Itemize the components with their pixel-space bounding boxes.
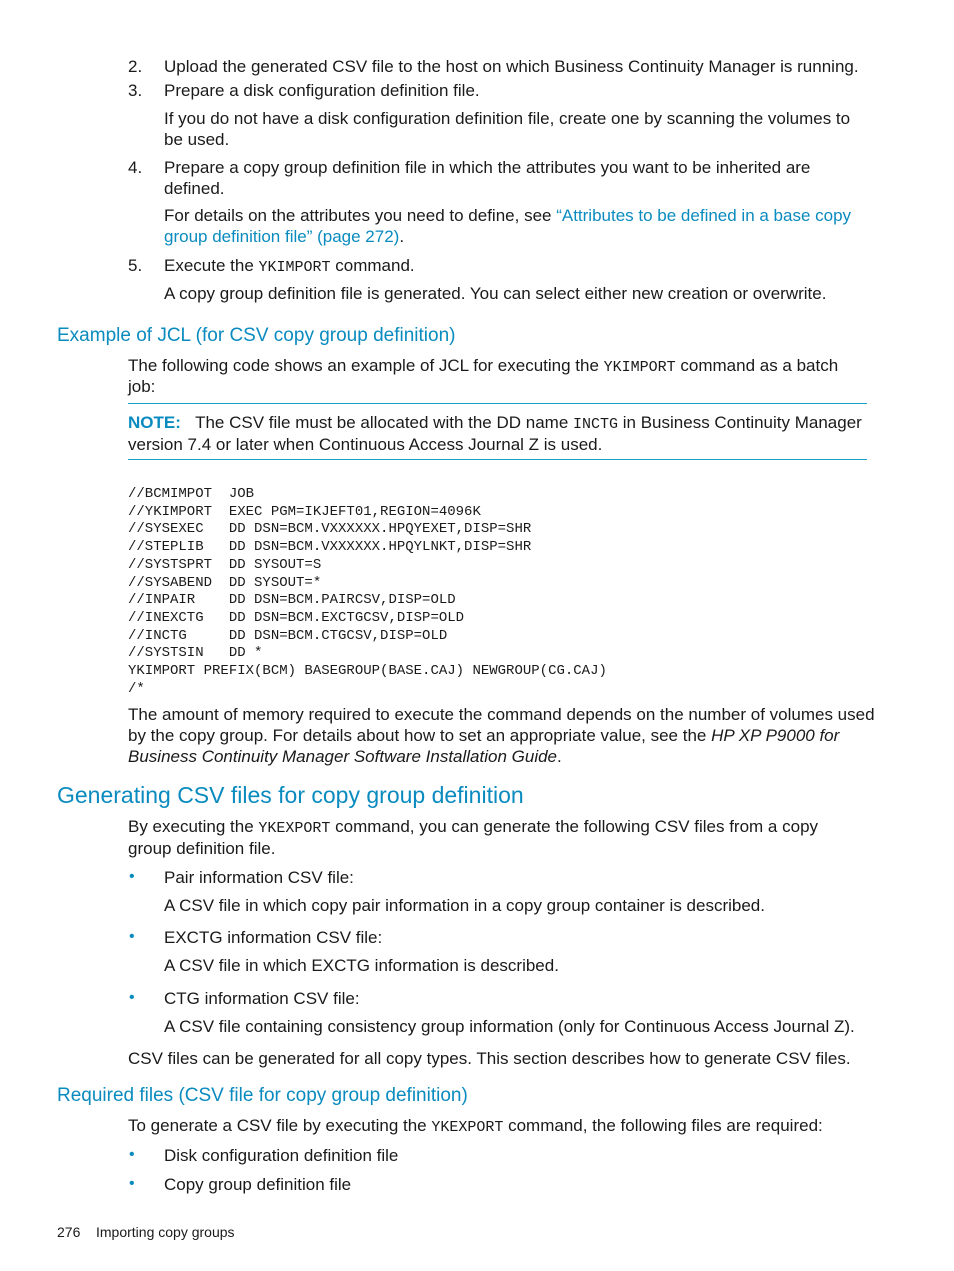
note [128,412,862,435]
command-name: YKIMPORT [603,359,676,376]
paragraph: CSV files can be generated for all copy types. This section describes how to generate CSV files. [128,1049,851,1068]
paragraph [128,746,562,767]
bullet-description: A CSV file in which copy pair information in a copy group container is described. [164,896,765,915]
list-number: 4. [128,158,143,177]
list-item: Copy group definition file [164,1175,352,1194]
list-number: 3. [128,81,143,100]
document-title: Business Continuity Manager Software Installation Guide [128,747,558,766]
paragraph-text: command, you can generate the following CSV files from a copy [330,817,819,836]
step-detail-text: For details on the attributes you need to define, see [164,206,557,225]
paragraph-text: To generate a CSV file by executing the [128,1116,432,1135]
paragraph-text: command, the following files are required: [503,1116,823,1135]
list-item: Disk configuration definition file [164,1146,399,1165]
paragraph-text: . [557,747,562,766]
step-text: defined. [164,179,225,198]
bullet-description: A CSV file in which EXCTG information is described. [164,956,559,975]
paragraph-text: by the copy group. For details about how to set an appropriate value, see the [128,726,712,745]
step-text [164,255,415,278]
note-text: The CSV file must be allocated with the DD name [195,413,574,432]
bullet-icon: • [129,1175,135,1192]
document-title: HP XP P9000 for [711,726,840,745]
step-text: Prepare a disk configuration definition file. [164,81,480,100]
bullet-title: Pair information CSV file: [164,868,354,887]
paragraph: job: [128,377,156,396]
bullet-icon: • [129,928,135,945]
note-divider-bottom [128,459,867,460]
paragraph [128,725,839,746]
paragraph [128,1115,823,1138]
section-heading: Example of JCL (for CSV copy group definition) [57,325,456,346]
section-heading: Required files (CSV file for copy group definition) [57,1085,468,1106]
list-number: 2. [128,57,143,76]
paragraph: group definition file. [128,839,276,858]
step-detail [164,226,404,247]
cross-reference-link[interactable]: group definition file” (page 272) [164,227,400,246]
jcl-code-block: //BCMIMPOT JOB //YKIMPORT EXEC PGM=IKJEFT01,REGION=4096K //SYSEXEC DD DSN=BCM.VXXXXXX.HPQYEXET,DISP=SHR //STEPLIB DD DSN=BCM.VXXXXXX.HPQYLNKT,DISP=SHR //SYSTSPRT DD SYSOUT=S //SYSABEND DD SYSOUT=* //INPAIR DD DSN=BCM.PAIRCSV,DISP=OLD //INEXCTG DD DSN=BCM.EXCTGCSV,DISP=OLD //INCTG DD DSN=BCM.CTGCSV,DISP=OLD //SYSTSIN DD * YKIMPORT PREFIX(BCM) BASEGROUP(BASE.CAJ) NEWGROUP(CG.CAJ) /* [128,486,607,697]
step-text: Upload the generated CSV file to the host on which Business Continuity Manager is running. [164,57,859,76]
footer-section-title: Importing copy groups [96,1224,235,1240]
list-number: 5. [128,256,143,275]
step-detail [164,205,851,226]
paragraph [128,816,818,839]
paragraph-text: The following code shows an example of JCL for executing the [128,356,604,375]
step-text: Prepare a copy group definition file in which the attributes you want to be inherited are [164,158,811,177]
bullet-title: CTG information CSV file: [164,989,360,1008]
page-number: 276 [57,1224,81,1240]
step-detail-text: . [399,227,405,246]
paragraph: The amount of memory required to execute the command depends on the number of volumes used [128,705,875,724]
bullet-icon: • [129,1146,135,1163]
bullet-icon: • [129,989,135,1006]
step-text-part: Execute the [164,256,259,275]
note-text: in Business Continuity Manager [618,413,862,432]
paragraph-text: By executing the [128,817,259,836]
note-label: NOTE: [128,413,181,432]
step-text-part: command. [330,256,415,275]
command-name: YKIMPORT [258,259,331,276]
step-detail: If you do not have a disk configuration definition file, create one by scanning the volumes to [164,109,851,128]
note-text: version 7.4 or later when Continuous Access Journal Z is used. [128,435,603,454]
cross-reference-link[interactable]: “Attributes to be defined in a base copy [556,206,852,225]
command-name: YKEXPORT [431,1119,504,1136]
step-detail: A copy group definition file is generated. You can select either new creation or overwrite. [164,284,827,303]
paragraph [128,355,838,378]
bullet-title: EXCTG information CSV file: [164,928,383,947]
dd-name: INCTG [573,416,619,433]
paragraph-text: command as a batch [675,356,839,375]
command-name: YKEXPORT [258,820,331,837]
note-divider-top [128,403,867,404]
bullet-description: A CSV file containing consistency group information (only for Continuous Access Journal Z). [164,1017,855,1036]
section-heading: Generating CSV files for copy group definition [57,782,524,808]
step-detail: be used. [164,130,230,149]
bullet-icon: • [129,868,135,885]
